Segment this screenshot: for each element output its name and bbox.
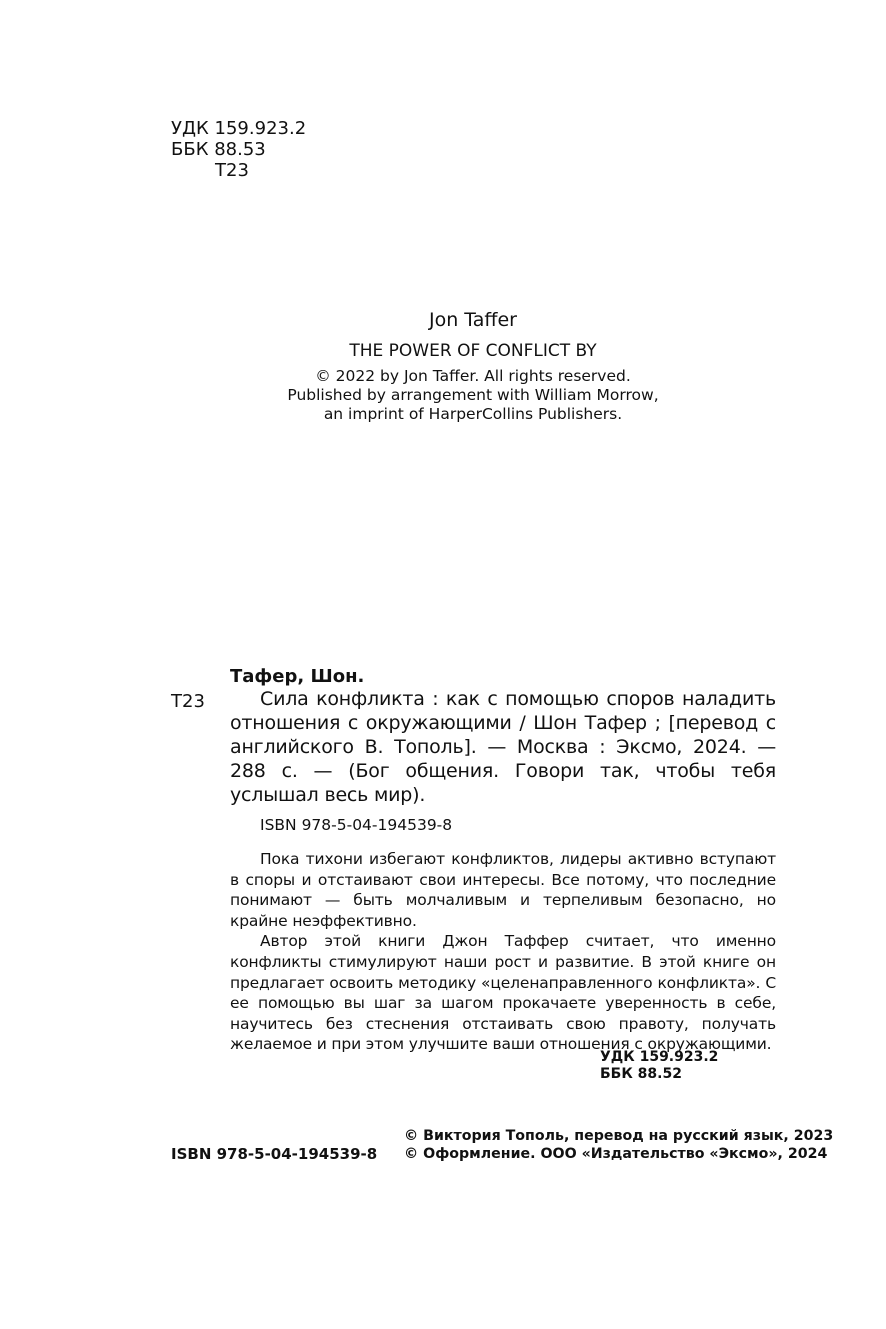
- rights-line: an imprint of HarperCollins Publishers.: [323, 405, 623, 423]
- bbk-code: ББК 88.53: [171, 139, 266, 160]
- rights-line: © 2022 by Jon Taffer. All rights reserved.: [315, 367, 631, 385]
- catalog-heading: Тафер, Шон.: [230, 666, 365, 687]
- classification-codes: [171, 118, 306, 181]
- original-title: THE POWER OF CONFLICT BY: [349, 341, 597, 361]
- author-mark: Т23: [215, 160, 249, 181]
- annotation: [230, 849, 776, 1055]
- copyright-translation: © Виктория Тополь, перевод на русский язык, 2023: [404, 1128, 834, 1144]
- udk-code: УДК 159.923.2: [171, 118, 307, 139]
- copyright-design: © Оформление. ООО «Издательство «Эксмо», 2024: [404, 1146, 828, 1162]
- catalog-udk: УДК 159.923.2: [600, 1049, 719, 1065]
- catalog-bbk: ББК 88.52: [600, 1066, 682, 1082]
- original-author: Jon Taffer: [428, 309, 517, 331]
- rights-notice: [200, 367, 746, 424]
- footer-copyrights: [404, 1127, 833, 1163]
- footer-isbn: ISBN 978-5-04-194539-8: [171, 1145, 378, 1163]
- rights-line: Published by arrangement with William Morrow,: [287, 386, 659, 404]
- annotation-paragraph: Пока тихони избегают конфликтов, лидеры активно вступают в споры и отстаивают свои интересы. Все потому, что последние понимают — быть молчаливым и терпеливым безопасно, но крайне неэффективно.: [230, 850, 776, 930]
- annotation-paragraph: Автор этой книги Джон Таффер считает, что именно конфликты стимулируют наши рост и развитие. В этой книге он предлагает освоить методику «целенаправленного конфликта». С ее помощью вы шаг за шагом прокачаете уверенность в себе, научитесь без стеснения отстаивать свою правоту, получать желаемое и при этом улучшите ваши отношения с окружающими.: [230, 932, 776, 1054]
- bibliographic-description: Сила конфликта : как с помощью споров наладить отношения с окружающими / Шон Тафер ; [перевод с английского В. Тополь]. — Москва : Эксмо, 2024. — 288 с. — (Бог общения. Говори так, чтобы тебя услышал весь мир).: [230, 688, 776, 806]
- catalog-classification: [600, 1049, 746, 1083]
- catalog-author-mark: Т23: [171, 691, 205, 712]
- catalog-isbn: ISBN 978-5-04-194539-8: [260, 816, 453, 834]
